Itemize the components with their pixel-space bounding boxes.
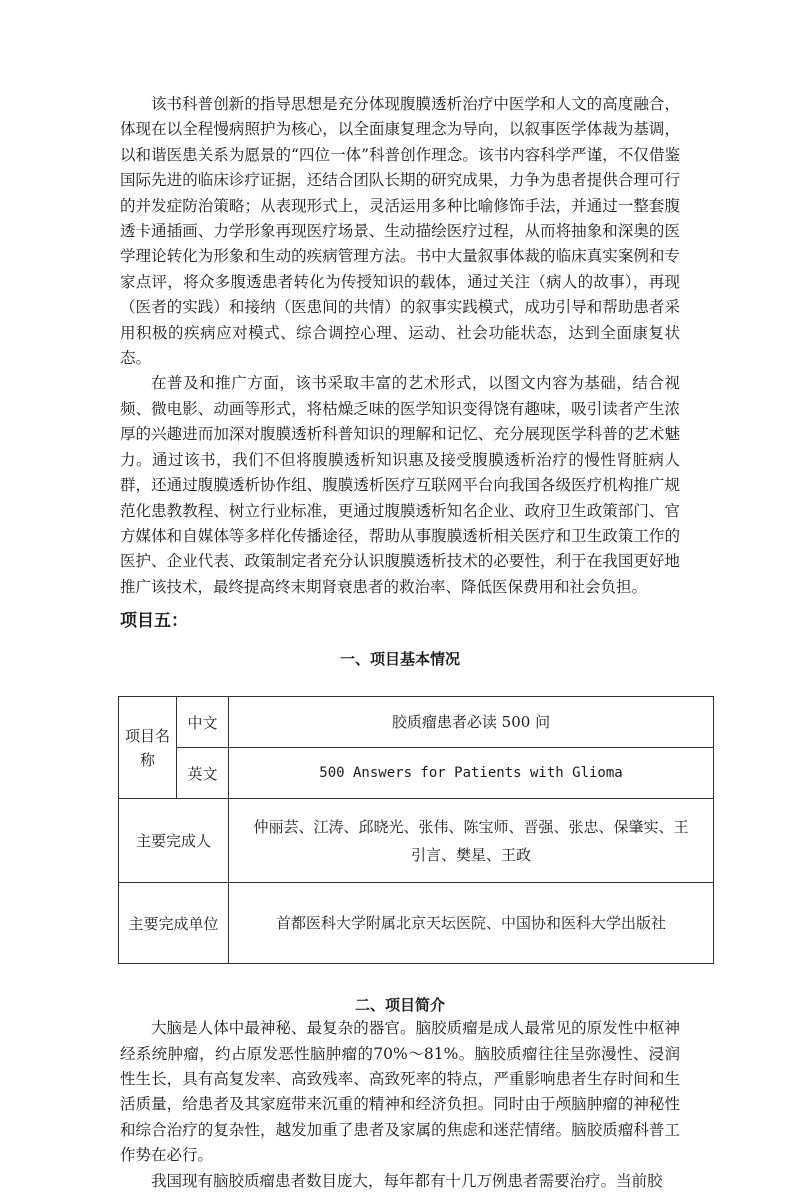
chinese-title-cell: [229, 697, 714, 748]
project-info-table: [118, 696, 714, 964]
section-title-introduction: 二、项目简介: [354, 996, 445, 1015]
table-row: [119, 799, 714, 883]
completers-label: 主要完成人: [135, 832, 211, 851]
units-value-cell: [229, 883, 714, 964]
intro-body-paragraph-2: 我国现有脑胶质瘤患者数目庞大，每年都有十几万例患者需要治疗。当前胶: [151, 1171, 663, 1190]
english-label: 英文: [187, 764, 218, 783]
intro-body-paragraph-1: 大脑是人体中最神秘、最复杂的器官。脑胶质瘤是成人最常见的原发性中枢神经系统肿瘤，约占原发恶性脑肿瘤的70%～81%。脑胶质瘤往往呈弥漫性、浸润性生长，具有高复发率、高致残率、高致死率的特点，严重影响患者生存时间和生活质量，给患者及其家庭带来沉重的精神和经济负担。同时由于颅脑肿瘤的神秘性和综合治疗的复杂性，越发加重了患者及家属的焦虑和迷茫情绪。脑胶质瘤科普工作势在必行。: [120, 1019, 680, 1165]
completers-label-cell: [119, 799, 229, 883]
chinese-label-cell: [177, 697, 229, 748]
english-title-cell: [229, 748, 714, 799]
english-title: 500 Answers for Patients with Glioma: [319, 765, 623, 782]
completers-value-cell: [229, 799, 714, 883]
units-value: 首都医科大学附属北京天坛医院、中国协和医科大学出版社: [275, 914, 666, 933]
document-page: [120, 92, 689, 1194]
intro-paragraph-1: 该书科普创新的指导思想是充分体现腹膜透析治疗中医学和人文的高度融合，体现在以全程慢病照护为核心，以全面康复理念为导向，以叙事医学体裁为基调，以和谐医患关系为愿景的“四位一体”科普创作理念。该书内容科学严谨，不仅借鉴国际先进的临床诊疗证据，还结合团队长期的研究成果，力争为患者提供合理可行的并发症防治策略；从表现形式上，灵活运用多种比喻修饰手法，并通过一整套腹透卡通插画、力学形象再现医疗场景、生动描绘医疗过程，从而将抽象和深奥的医学理论转化为形象和生动的疾病管理方法。书中大量叙事体裁的临床真实案例和专家点评，将众多腹透患者转化为传授知识的载体，通过关注（病人的故事），再现（医者的实践）和接纳（医患间的共情）的叙事实践模式，成功引导和帮助患者采用积极的疾病应对模式、综合调控心理、运动、社会功能状态，达到全面康复状态。: [120, 95, 680, 368]
chinese-label: 中文: [187, 713, 218, 732]
intro-paragraph-2: 在普及和推广方面，该书采取丰富的艺术形式，以图文内容为基础，结合视频、微电影、动画等形式，将枯燥乏味的医学知识变得饶有趣味，吸引读者产生浓厚的兴趣进而加深对腹膜透析科普知识的理解和记忆、充分展现医学科普的艺术魅力。通过该书，我们不但将腹膜透析知识惠及接受腹膜透析治疗的慢性肾脏病人群，还通过腹膜透析协作组、腹膜透析医疗互联网平台向我国各级医疗机构推广规范化患教教程、树立行业标准，更通过腹膜透析知名企业、政府卫生政策部门、官方媒体和自媒体等多样化传播途径，帮助从事腹膜透析相关医疗和卫生政策工作的医护、企业代表、政策制定者充分认识腹膜透析技术的必要性，利于在我国更好地推广该技术，最终提高终末期肾衰患者的救治率、降低医保费用和社会负担。: [120, 374, 680, 596]
english-label-cell: [177, 748, 229, 799]
chinese-title: 胶质瘤患者必读 500 问: [391, 713, 551, 732]
table-row: [119, 697, 714, 748]
table-row: [119, 883, 714, 964]
project-name-label: 项目名称: [125, 726, 171, 769]
units-label: 主要完成单位: [128, 914, 219, 933]
project-label: 项目五：: [120, 611, 188, 632]
project-name-label-cell: [119, 697, 177, 799]
section-title-basic-info: 一、项目基本情况: [339, 650, 460, 669]
units-label-cell: [119, 883, 229, 964]
table-row: [119, 748, 714, 799]
completers-value: 仲丽芸、江涛、邱晓光、张伟、陈宝师、晋强、张忠、保肇实、王引言、樊星、王政: [253, 817, 689, 864]
